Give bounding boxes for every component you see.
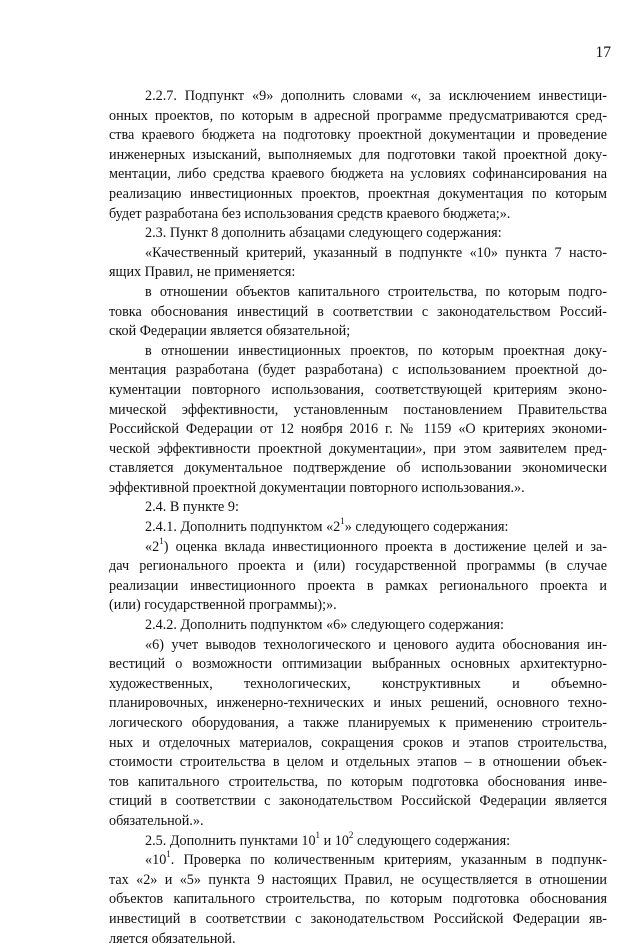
- text-line: ментация разработана (будет разработана) с использованием проектной до-: [109, 362, 607, 379]
- text-line: 2.2.7. Подпункт «9» дополнить словами «, за исключением инвестици-: [145, 88, 607, 104]
- text-line: объектов капитального строительства, по которым подготовка обоснования: [109, 891, 607, 908]
- text-line: вестиций о возможности оптимизации выбранных основных архитектурно-: [109, 656, 607, 673]
- text-line: мической эффективности, установленным постановлением Правительства: [109, 401, 607, 418]
- text-line: художественных, технологических, конструктивных и объемно-: [109, 675, 607, 692]
- text-line: 2.4.1. Дополнить подпунктом «$2^1$» следующего содержания:: [145, 516, 509, 536]
- text-line: будет разработана без использования средств краевого бюджета;».: [109, 205, 511, 222]
- text-line: кументации повторного использования, соответствующей критериям эконо-: [109, 381, 607, 398]
- text-line: «6) учет выводов технологического и ценового аудита обоснования ин-: [145, 636, 607, 653]
- text-line: ставляется документальное подтверждение об использовании экономически: [109, 460, 607, 477]
- text-line: реализацию инвестиционных проектов, проектная документация по которым: [109, 185, 607, 202]
- text-line: инвестиций в соответствии с законодательством Российской Федерации яв-: [109, 910, 607, 927]
- text-line: 2.5. Дополнить пунктами $10^1$ и $10^2$ следующего содержания:: [145, 829, 511, 849]
- text-line: стиций в соответствии с законодательством Российской Федерации является: [109, 793, 607, 810]
- text-line: планировочных, инженерно-технических и иных решений, основного техно-: [109, 695, 607, 712]
- text-line: дач регионального проекта и (или) государственной программы (в случае: [109, 558, 607, 575]
- text-line: онных проектов, по которым в адресной программе предусматриваются сред-: [109, 107, 607, 124]
- text-line: реализации инвестиционного проекта в рамках регионального проекта и: [109, 577, 607, 594]
- text-line: 2.3. Пункт 8 дополнить абзацами следующего содержания:: [145, 225, 502, 242]
- text-line: «$10^1$. Проверка по количественным критериям, указанным в подпунк-: [145, 849, 607, 869]
- text-line: ных и отделочных материалов, сокращения сроков и этапов строительства,: [109, 734, 607, 751]
- document-body: [109, 87, 607, 949]
- text-line: тов капитального строительства, по которым подготовка обоснования инве-: [109, 773, 607, 790]
- text-line: ляется обязательной.: [109, 930, 236, 947]
- text-line: «$2^1$) оценка вклада инвестиционного проекта в достижение целей и за-: [145, 535, 607, 555]
- text-line: товка обоснования инвестиций в соответствии с законодательством Россий-: [109, 303, 607, 320]
- text-line: ментации, либо средства краевого бюджета на условиях софинансирования на: [109, 166, 607, 183]
- text-line: тах «2» и «5» пункта 9 настоящих Правил, не осуществляется в отношении: [109, 871, 607, 888]
- text-line: 2.4. В пункте 9:: [145, 499, 239, 516]
- text-line: 2.4.2. Дополнить подпунктом «6» следующего содержания:: [145, 617, 504, 634]
- text-line: ческой эффективности проектной документации», при этом заявителем пред-: [109, 440, 607, 457]
- text-line: логического оборудования, а также планируемых к применению строитель-: [109, 715, 607, 731]
- text-line: ящих Правил, не применяется:: [109, 264, 296, 281]
- text-line: (или) государственной программы);».: [109, 597, 337, 614]
- text-line: «Качественный критерий, указанный в подпункте «10» пункта 7 насто-: [145, 244, 607, 261]
- text-line: эффективной проектной документации повторного использования.».: [109, 479, 525, 496]
- text-line: в отношении инвестиционных проектов, по которым проектная доку-: [145, 342, 607, 359]
- text-line: ской Федерации является обязательной;: [109, 323, 351, 340]
- text-line: обязательной.».: [109, 812, 204, 829]
- text-line: Российской Федерации от 12 ноября 2016 г. № 1159 «О критериях экономи-: [109, 421, 607, 438]
- text-line: ства краевого бюджета на подготовку проектной документации и проведение: [109, 127, 607, 144]
- text-line: инженерных изысканий, выполняемых для подготовки такой проектной доку-: [109, 146, 607, 163]
- page-number: 17: [595, 44, 611, 61]
- text-line: стоимости строительства в целом и отдельных этапов – в отношении объек-: [109, 754, 607, 771]
- text-line: в отношении объектов капитального строительства, по которым подго-: [145, 283, 607, 300]
